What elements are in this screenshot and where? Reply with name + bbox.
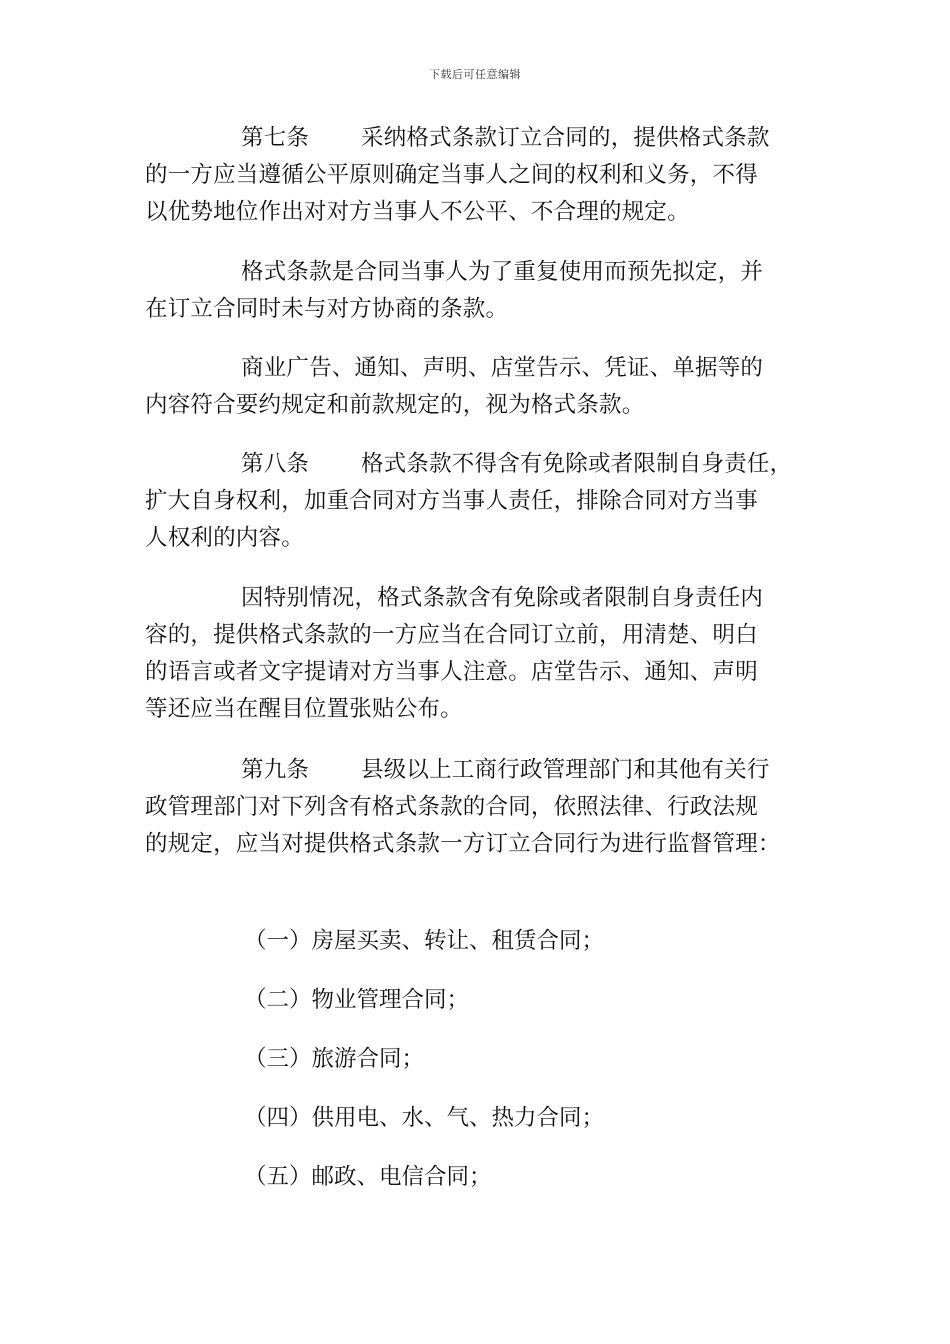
list-item: （五）邮政、电信合同； [244,1164,492,1190]
paragraph-text: 县级以上工商行政管理部门和其他有关行 [361,757,770,783]
paragraph-line [145,120,805,157]
article-label: 第七条 [241,125,310,151]
paragraph-line: 等还应当在醒目位置张贴公布。 [145,696,463,722]
paragraph-line: 的规定，应当对提供格式条款一方订立合同行为进行监督管理： [145,831,781,857]
paragraph-line: 商业广告、通知、声明、店堂告示、凭证、单据等的 [241,355,764,381]
list-item: （一）房屋买卖、转让、租赁合同； [244,928,605,954]
paragraph-line: 格式条款是合同当事人为了重复使用而预先拟定，并 [241,259,764,285]
paragraph-line: 的语言或者文字提请对方当事人注意。店堂告示、通知、声明 [145,659,758,685]
paragraph-line: 人权利的内容。 [145,525,304,551]
article-8-paragraph [145,446,805,557]
article-7-paragraph [145,120,805,231]
special-circumstance-paragraph [145,580,805,728]
list-item: （二）物业管理合同； [244,987,470,1013]
list-item: （三）旅游合同； [244,1046,425,1072]
paragraph-text: 格式条款不得含有免除或者限制自身责任， [361,451,793,477]
paragraph-line: 在订立合同时未与对方协商的条款。 [145,296,509,322]
paragraph-line: 容的，提供格式条款的一方应当在合同订立前，用清楚、明白 [145,622,758,648]
page-header: 下载后可任意编辑 [429,68,521,81]
paragraph-line: 内容符合要约规定和前款规定的，视为格式条款。 [145,392,645,418]
paragraph-line: 政管理部门对下列含有格式条款的合同，依照法律、行政法规 [145,794,758,820]
paragraph-text: 采纳格式条款订立合同的，提供格式条款 [361,125,770,151]
list-item: （四）供用电、水、气、热力合同； [244,1105,605,1131]
article-9-paragraph [145,752,805,863]
paragraph-line: 的一方应当遵循公平原则确定当事人之间的权利和义务，不得 [145,162,758,188]
paragraph-line: 以优势地位作出对对方当事人不公平、不合理的规定。 [145,199,690,225]
paragraph-line [145,752,805,789]
paragraph-line: 因特别情况，格式条款含有免除或者限制自身责任内 [241,585,764,611]
paragraph-line: 扩大自身权利，加重合同对方当事人责任，排除合同对方当事 [145,488,758,514]
format-clause-definition-paragraph [145,254,805,328]
article-label: 第八条 [241,451,310,477]
article-label: 第九条 [241,757,310,783]
commercial-notice-paragraph [145,350,805,424]
paragraph-line [145,446,805,483]
